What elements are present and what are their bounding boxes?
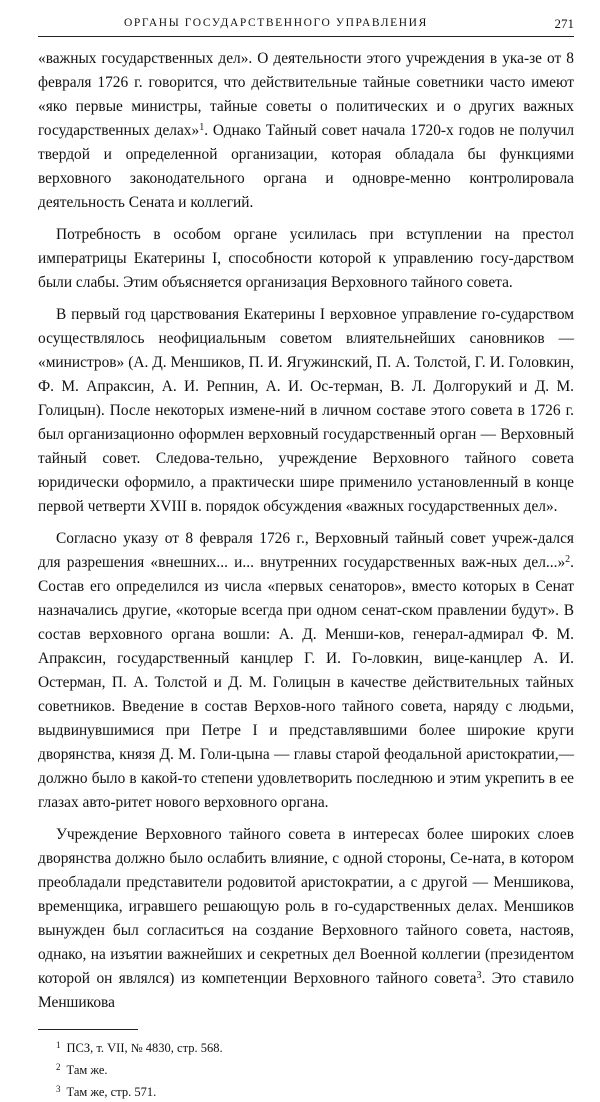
footnotes xyxy=(38,1036,574,1102)
footnote-mark: 2 xyxy=(56,1062,61,1072)
book-page xyxy=(38,14,574,1102)
footnote-mark: 1 xyxy=(56,1040,61,1050)
footnote xyxy=(38,1080,574,1102)
footnote xyxy=(38,1058,574,1080)
footnote-ref: 2 xyxy=(565,554,571,565)
running-head-title: ОРГАНЫ ГОСУДАРСТВЕННОГО УПРАВЛЕНИЯ xyxy=(124,17,428,29)
footnote xyxy=(38,1036,574,1058)
paragraph-text: . Это ставило Меншикова xyxy=(38,970,574,1011)
paragraph-text: Согласно указу от 8 февраля 1726 г., Верховный тайный совет учреж-дался для разрешения «внешних... и... внутренних государственных важ-ных дел...» xyxy=(38,530,574,571)
footnote-divider xyxy=(38,1029,138,1030)
paragraph xyxy=(38,47,574,215)
page-number: 271 xyxy=(554,16,574,31)
footnote-ref: 3 xyxy=(476,970,482,981)
body-text xyxy=(38,47,574,1015)
paragraph-text: «важных государственных дел». О деятельности этого учреждения в ука-зе от 8 февраля 1726 г. говорится, что действительные тайные советники часто имеют «яко первые министры, тайные советы о политических и о других важных государственных делах» xyxy=(38,50,574,139)
paragraph-text: Потребность в особом органе усилилась при вступлении на престол императрицы Екатерины I, способности которой к управлению госу-дарством были слабы. Этим объясняется организация Верховного тайного совета. xyxy=(38,226,574,291)
paragraph-text: . Однако Тайный совет начала 1720-х годов не получил твердой и определенной организации, которая обладала бы функциями верховного законодательного органа и одновре-менно контролировала деятельность Сената и коллегий. xyxy=(38,122,575,211)
running-head xyxy=(38,14,574,37)
paragraph-text: Учреждение Верховного тайного совета в интересах более широких слоев дворянства должно было ослабить влияние, с одной стороны, Се-ната, в котором преобладали представители родовитой аристократии, а с другой — Меншикова, временщика, игравшего решающую роль в го-сударственных делах. Меншиков вынужден был согласиться на создание Верховного тайного совета, настояв, однако, на изъятии важнейших и секретных дел Военной коллегии (президентом которой он являлся) из компетенции Верховного тайного совета xyxy=(38,826,574,987)
footnote-mark: 3 xyxy=(56,1084,61,1094)
footnote-text: ПСЗ, т. VII, № 4830, стр. 568. xyxy=(66,1041,223,1055)
paragraph-text: В первый год царствования Екатерины I верховное управление го-сударством осуществлялось неофициальным советом влиятельнейших сановников — «министров» (А. Д. Меншиков, П. И. Ягужинский, П. А. Толстой, Г. И. Головкин, Ф. М. Апраксин, А. И. Репнин, А. И. Ос-терман, В. Л. Долгорукий и Д. М. Голицын). После некоторых измене-ний в личном составе этого совета в 1726 г. был организационно оформлен верховный государственный орган — Верховный тайный совет. Следова-тельно, учреждение Верховного тайного совета юридически оформило, а практически шире применило установленный в конце первой четверти XVIII в. порядок обсуждения «важных государственных дел». xyxy=(38,306,574,515)
paragraph xyxy=(38,303,574,519)
footnote-text: Там же. xyxy=(66,1063,108,1077)
paragraph xyxy=(38,223,574,295)
paragraph xyxy=(38,823,574,1015)
paragraph-text: . Состав его определился из числа «первых сенаторов», вместо которых в Сенат назначались другие, «которые всегда при одном сенат-ском правлении будут». В состав верховного органа вошли: А. Д. Менши-ков, генерал-адмирал Ф. М. Апраксин, государственный канцлер Г. И. Го-ловкин, вице-канцлер А. И. Остерман, П. А. Толстой и Д. М. Голицын в качестве действительных тайных советников. Введение в состав Верхов-ного тайного совета, наряду с людьми, выдвинувшимися при Петре I и представлявшими более широкие круги дворянства, князя Д. М. Голи-цына — главы старой феодальной аристократии,— должно было в какой-то степени удовлетворить последнюю и этим укрепить в ее глазах авто-ритет нового верховного органа. xyxy=(38,554,574,811)
footnote-text: Там же, стр. 571. xyxy=(66,1085,157,1099)
footnote-ref: 1 xyxy=(199,122,205,133)
paragraph xyxy=(38,527,574,815)
